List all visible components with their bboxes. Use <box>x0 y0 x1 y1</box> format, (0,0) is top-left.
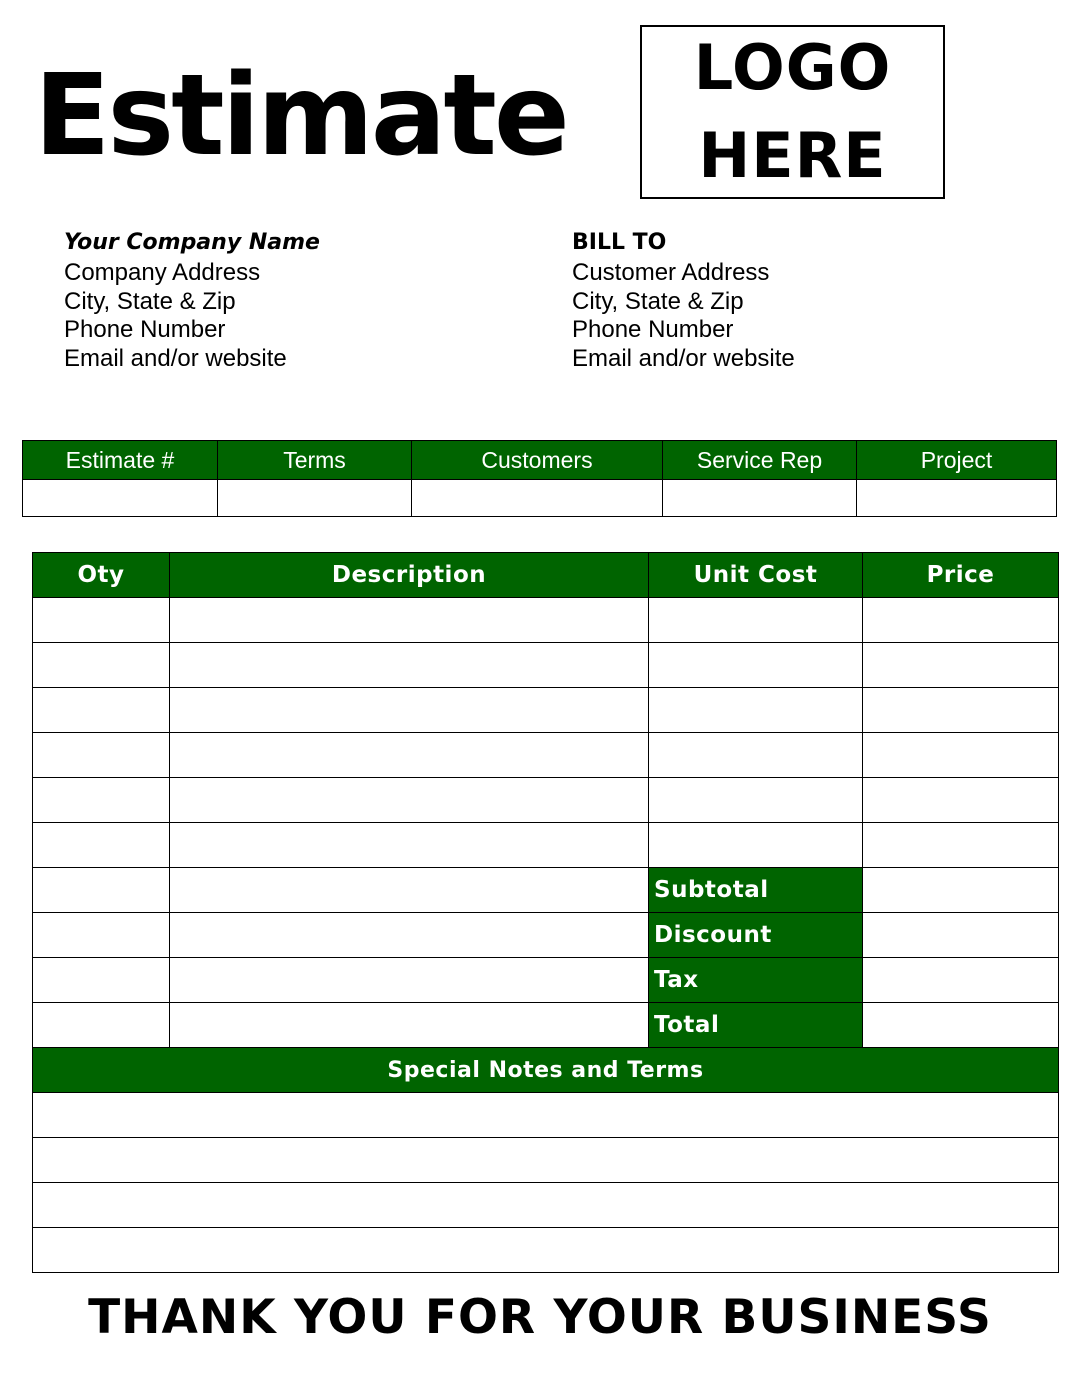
qty-cell[interactable] <box>33 913 170 958</box>
project-header: Project <box>857 441 1057 480</box>
notes-line[interactable] <box>33 1228 1059 1273</box>
qty-cell[interactable] <box>33 1003 170 1048</box>
line-items-table <box>32 552 1059 1273</box>
price-cell[interactable] <box>863 823 1059 868</box>
table-row <box>33 598 1059 643</box>
logo-text-line-1: LOGO <box>693 31 892 104</box>
description-cell[interactable] <box>170 643 649 688</box>
service-rep-cell[interactable] <box>663 480 857 517</box>
company-email-website: Email and/or website <box>64 344 287 372</box>
notes-line[interactable] <box>33 1138 1059 1183</box>
subtotal-label: Subtotal <box>649 868 863 913</box>
customer-city-state-zip: City, State & Zip <box>572 287 744 315</box>
customer-phone: Phone Number <box>572 316 734 343</box>
price-cell[interactable] <box>863 643 1059 688</box>
estimate-number-header: Estimate # <box>23 441 218 480</box>
notes-line[interactable] <box>33 1183 1059 1228</box>
table-row <box>33 688 1059 733</box>
customer-email-website: Email and/or website <box>572 344 795 372</box>
table-row <box>33 778 1059 823</box>
estimate-info-table <box>22 440 1057 517</box>
notes-row <box>33 1138 1059 1183</box>
logo-placeholder <box>640 25 945 199</box>
description-cell[interactable] <box>170 958 649 1003</box>
subtotal-value[interactable] <box>863 868 1059 913</box>
unit-cost-cell[interactable] <box>649 643 863 688</box>
description-cell[interactable] <box>170 868 649 913</box>
terms-header: Terms <box>218 441 412 480</box>
description-cell[interactable] <box>170 688 649 733</box>
estimate-number-cell[interactable] <box>23 480 218 517</box>
qty-cell[interactable] <box>33 778 170 823</box>
discount-value[interactable] <box>863 913 1059 958</box>
qty-cell[interactable] <box>33 688 170 733</box>
notes-row <box>33 1228 1059 1273</box>
description-cell[interactable] <box>170 778 649 823</box>
description-cell[interactable] <box>170 1003 649 1048</box>
price-cell[interactable] <box>863 733 1059 778</box>
company-city-state-zip: City, State & Zip <box>64 287 236 315</box>
logo-text-line-2: HERE <box>698 119 887 192</box>
service-rep-header: Service Rep <box>663 441 857 480</box>
qty-header: Oty <box>33 553 170 598</box>
tax-value[interactable] <box>863 958 1059 1003</box>
price-header: Price <box>863 553 1059 598</box>
unit-cost-cell[interactable] <box>649 823 863 868</box>
description-header: Description <box>170 553 649 598</box>
special-notes-heading: Special Notes and Terms <box>33 1048 1059 1093</box>
unit-cost-cell[interactable] <box>649 598 863 643</box>
company-name: Your Company Name <box>64 230 320 255</box>
customer-address: Customer Address <box>572 259 770 286</box>
table-row <box>33 823 1059 868</box>
description-cell[interactable] <box>170 598 649 643</box>
unit-cost-cell[interactable] <box>649 778 863 823</box>
thank-you-footer: THANK YOU FOR YOUR BUSINESS <box>88 1290 992 1345</box>
tax-label: Tax <box>649 958 863 1003</box>
qty-cell[interactable] <box>33 823 170 868</box>
price-cell[interactable] <box>863 778 1059 823</box>
notes-row <box>33 1093 1059 1138</box>
total-label: Total <box>649 1003 863 1048</box>
document-title: Estimate <box>34 51 567 181</box>
unit-cost-cell[interactable] <box>649 688 863 733</box>
customers-cell[interactable] <box>412 480 663 517</box>
notes-line[interactable] <box>33 1093 1059 1138</box>
qty-cell[interactable] <box>33 733 170 778</box>
price-cell[interactable] <box>863 688 1059 733</box>
company-phone: Phone Number <box>64 316 226 343</box>
description-cell[interactable] <box>170 913 649 958</box>
qty-cell[interactable] <box>33 868 170 913</box>
bill-to-heading: BILL TO <box>572 230 667 255</box>
table-row <box>33 913 1059 958</box>
table-row <box>33 733 1059 778</box>
terms-cell[interactable] <box>218 480 412 517</box>
description-cell[interactable] <box>170 823 649 868</box>
price-cell[interactable] <box>863 598 1059 643</box>
customers-header: Customers <box>412 441 663 480</box>
qty-cell[interactable] <box>33 958 170 1003</box>
discount-label: Discount <box>649 913 863 958</box>
table-row <box>33 868 1059 913</box>
total-value[interactable] <box>863 1003 1059 1048</box>
description-cell[interactable] <box>170 733 649 778</box>
table-row <box>33 1003 1059 1048</box>
company-address: Company Address <box>64 259 261 286</box>
table-row <box>33 958 1059 1003</box>
bill-to-info <box>572 229 795 373</box>
unit-cost-header: Unit Cost <box>649 553 863 598</box>
unit-cost-cell[interactable] <box>649 733 863 778</box>
qty-cell[interactable] <box>33 598 170 643</box>
project-cell[interactable] <box>857 480 1057 517</box>
table-row <box>33 643 1059 688</box>
notes-row <box>33 1183 1059 1228</box>
company-info <box>64 229 320 373</box>
qty-cell[interactable] <box>33 643 170 688</box>
